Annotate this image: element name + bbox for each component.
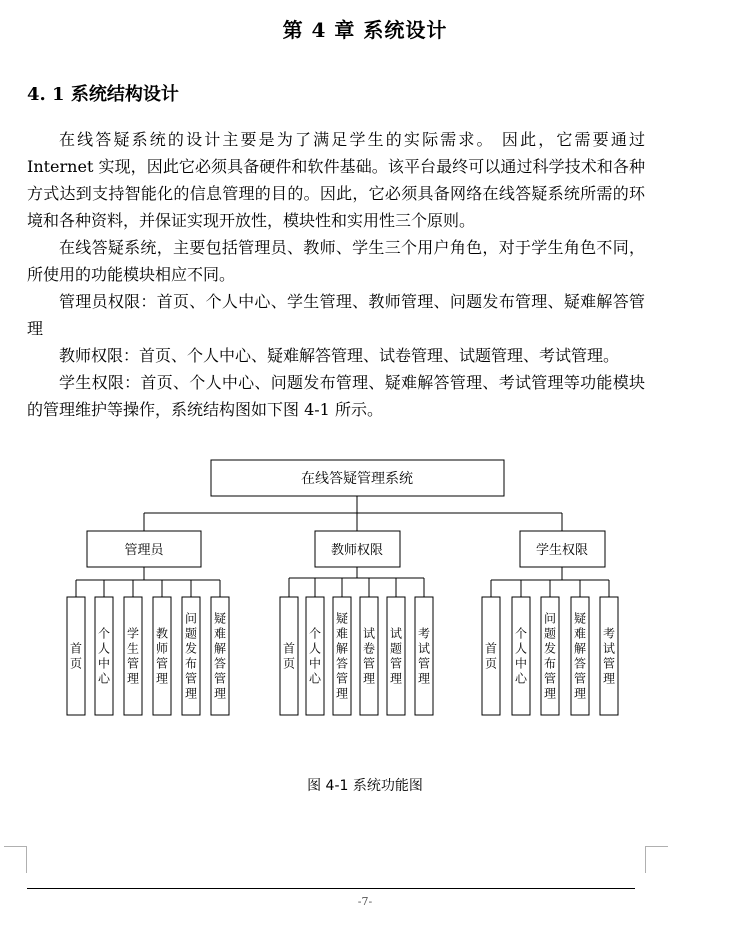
diagram-leaf-nodes (67, 597, 618, 715)
diagram-leaf-node (124, 597, 142, 715)
diagram-leaf-label: 疑难解答管理 (573, 611, 587, 701)
diagram-leaf-node (512, 597, 530, 715)
diagram-leaf-label: 问题发布管理 (543, 611, 557, 701)
system-structure-diagram (0, 455, 730, 720)
paragraph-intro: 在线答疑系统的设计主要是为了满足学生的实际需求。 因此，它需要通过 Internet 实现，因此它必须具备硬件和软件基础。该平台最终可以通过科学技术和各种方式达到支持智能化的信息管理的目的。因此，它必须具备网络在线答疑系统所需的环境和各种资料，并保证实现开放性，模块性和实用性三个原则。 (27, 130, 645, 230)
diagram-leaf-node (541, 597, 559, 715)
paragraph-roles: 在线答疑系统，主要包括管理员、教师、学生三个用户角色，对于学生角色不同，所使用的功能模块相应不同。 (27, 238, 645, 284)
footer-rule (27, 888, 635, 889)
diagram-leaf-node (280, 597, 298, 715)
diagram-leaf-node (211, 597, 229, 715)
diagram-leaf-node (360, 597, 378, 715)
diagram-leaf-node (415, 597, 433, 715)
diagram-group-admin (87, 531, 201, 567)
diagram-leaf-node (600, 597, 618, 715)
figure-caption: 图 4-1 系统功能图 (307, 778, 423, 794)
diagram-leaf-label: 首页 (484, 641, 498, 671)
diagram-group-label: 管理员 (124, 543, 164, 558)
page-corner-mark-right (645, 846, 668, 873)
diagram-leaf-label: 首页 (282, 641, 296, 671)
diagram-leaf-node (153, 597, 171, 715)
diagram-leaf-node (387, 597, 405, 715)
diagram-leaf-label: 教师管理 (155, 626, 169, 686)
diagram-root (211, 460, 504, 496)
diagram-group-label: 教师权限 (330, 543, 384, 558)
diagram-leaf-label: 疑难解答管理 (213, 611, 227, 701)
diagram-group-student (520, 531, 605, 567)
diagram-leaf-label: 个人中心 (97, 626, 111, 686)
diagram-leaf-node (482, 597, 500, 715)
diagram-leaf-label: 考试管理 (417, 626, 431, 686)
diagram-leaf-label: 个人中心 (514, 626, 528, 686)
page-number: -7- (357, 895, 373, 908)
diagram-leaf-node (95, 597, 113, 715)
chapter-title: 第 4 章 系统设计 (282, 18, 448, 42)
paragraph-student-permissions: 学生权限：首页、个人中心、问题发布管理、疑难解答管理、考试管理等功能模块的管理维护等操作，系统结构图如下图 4-1 所示。 (27, 373, 645, 419)
diagram-leaf-node (67, 597, 85, 715)
diagram-leaf-label: 个人中心 (308, 626, 322, 686)
diagram-leaf-label: 首页 (69, 641, 83, 671)
diagram-leaf-label: 学生管理 (126, 626, 140, 686)
diagram-root-label: 在线答疑管理系统 (301, 471, 413, 487)
paragraph-teacher-permissions: 教师权限：首页、个人中心、疑难解答管理、试卷管理、试题管理、考试管理。 (59, 346, 620, 365)
diagram-leaf-node (306, 597, 324, 715)
diagram-group-teacher (315, 531, 400, 567)
diagram-leaf-node (333, 597, 351, 715)
section-title: 4. 1 系统结构设计 (27, 84, 179, 105)
diagram-leaf-label: 考试管理 (602, 626, 616, 686)
diagram-leaf-label: 试卷管理 (362, 626, 376, 686)
diagram-leaf-node (571, 597, 589, 715)
diagram-leaf-label: 问题发布管理 (184, 611, 198, 701)
diagram-group-label: 学生权限 (535, 543, 589, 558)
diagram-leaf-node (182, 597, 200, 715)
diagram-leaf-label: 试题管理 (389, 626, 403, 686)
body-text (27, 126, 645, 423)
paragraph-admin-permissions: 管理员权限：首页、个人中心、学生管理、教师管理、问题发布管理、疑难解答管理 (27, 292, 645, 338)
diagram-leaf-label: 疑难解答管理 (335, 611, 349, 701)
page-corner-mark-left (4, 846, 27, 873)
